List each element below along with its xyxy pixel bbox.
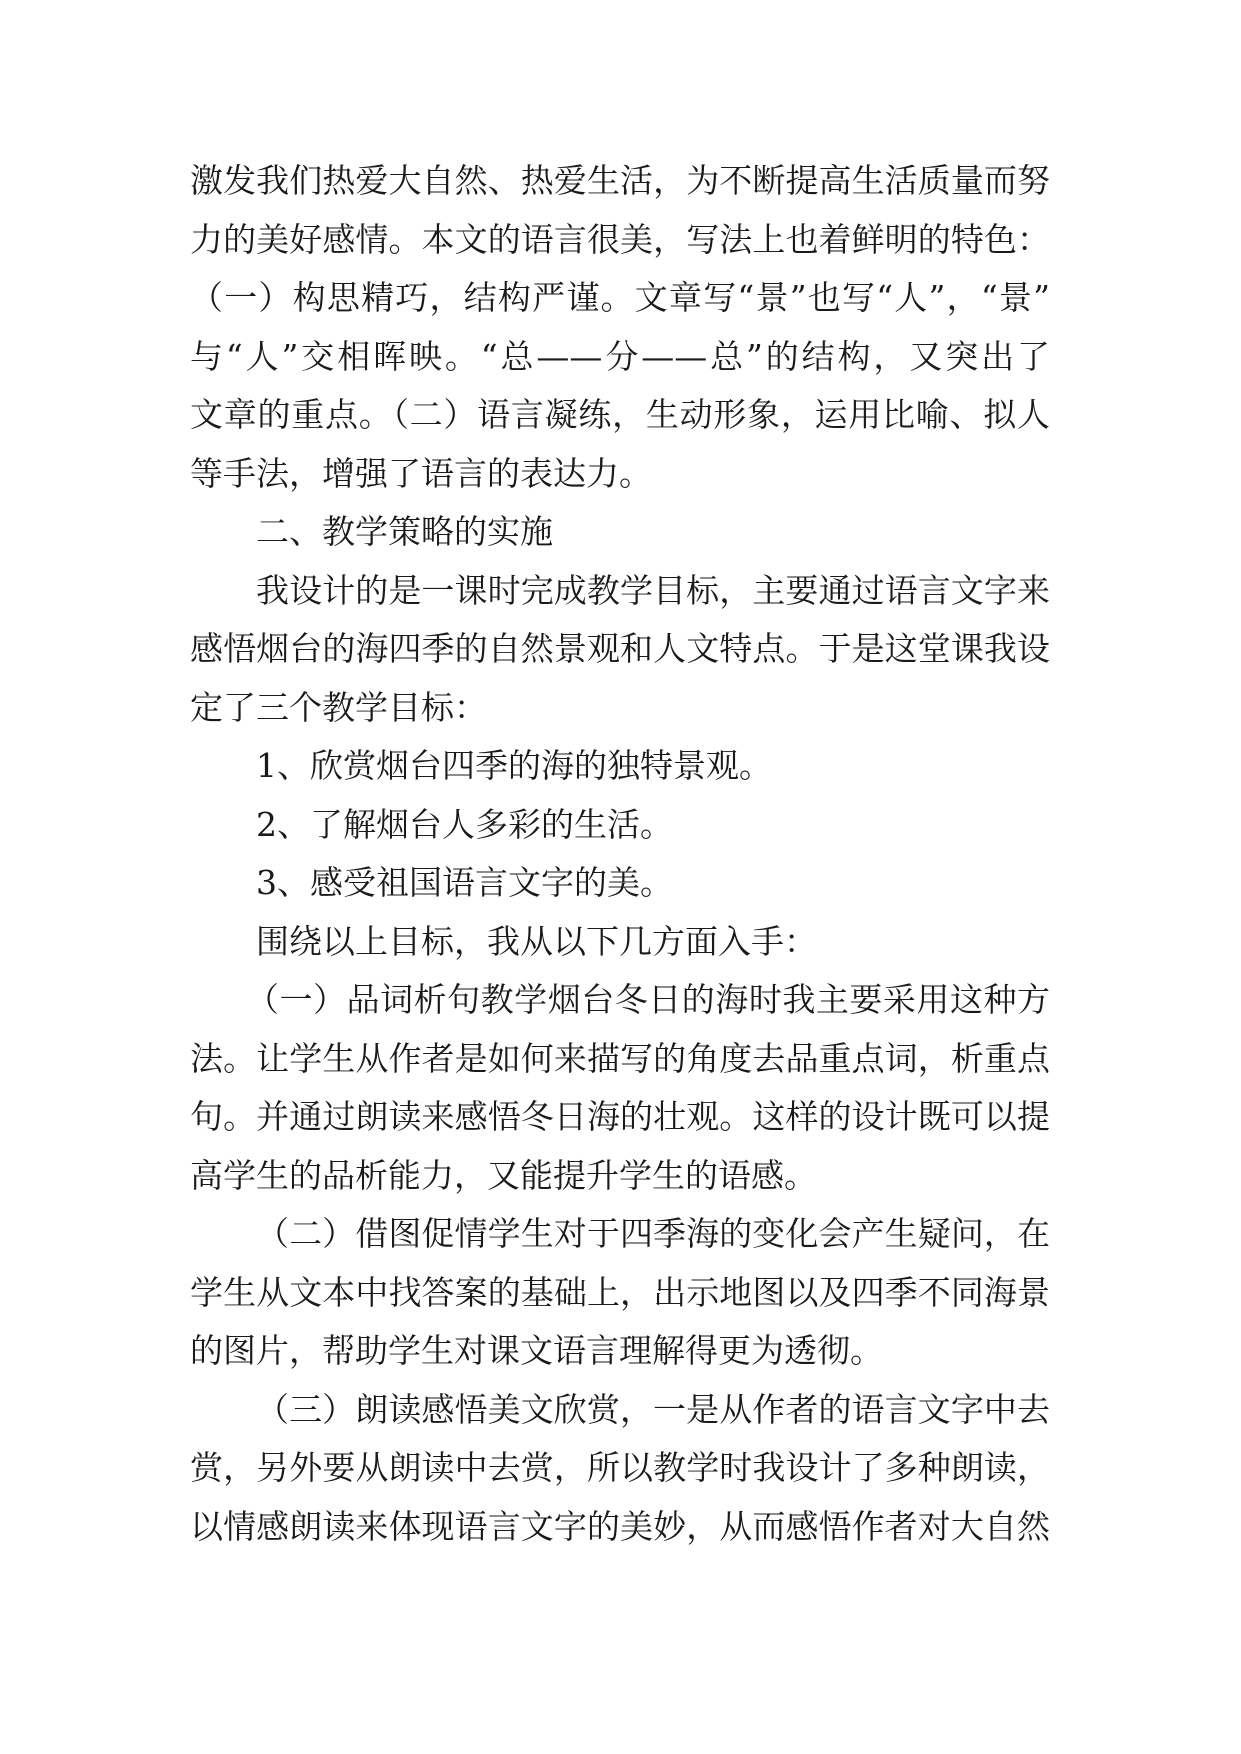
text-line: 学生从文本中找答案的基础上，出示地图以及四季不同海景: [190, 1272, 1050, 1312]
body-text: [190, 152, 1050, 1556]
list-item: 2、了解烟台人多彩的生活。: [256, 804, 673, 844]
text-line: 定了三个教学目标：: [190, 687, 487, 727]
text-line: 等手法，增强了语言的表达力。: [190, 453, 652, 493]
text-line: 文章的重点。（二）语言凝练，生动形象，运用比喻、拟人: [190, 395, 1050, 434]
text-line: 高学生的品析能力，又能提升学生的语感。: [190, 1155, 817, 1195]
section-heading: 二、教学策略的实施: [256, 512, 553, 551]
text-line: 感悟烟台的海四季的自然景观和人文特点。于是这堂课我设: [190, 629, 1050, 668]
text-line: 我设计的是一课时完成教学目标，主要通过语言文字来: [256, 570, 1050, 610]
text-line: （一）品词析句教学烟台冬日的海时我主要采用这种方: [246, 980, 1050, 1019]
text-line: 句。并通过朗读来感悟冬日海的壮观。这样的设计既可以提: [190, 1097, 1050, 1136]
list-item: 3、感受祖国语言文字的美。: [256, 863, 673, 902]
text-line: （三）朗读感悟美文欣赏，一是从作者的语言文字中去: [256, 1389, 1050, 1429]
text-line: （二）借图促情学生对于四季海的变化会产生疑问，在: [256, 1214, 1050, 1253]
text-line: 激发我们热爱大自然、热爱生活，为不断提高生活质量而努: [190, 161, 1050, 200]
text-line: 以情感朗读来体现语言文字的美妙，从而感悟作者对大自然: [190, 1506, 1050, 1546]
text-line: 围绕以上目标，我从以下几方面入手：: [256, 921, 817, 961]
text-line: 力的美好感情。本文的语言很美，写法上也着鲜明的特色：: [190, 219, 1050, 259]
text-line: 赏，另外要从朗读中去赏，所以教学时我设计了多种朗读，: [190, 1448, 1050, 1487]
list-item: 1、欣赏烟台四季的海的独特景观。: [256, 746, 772, 785]
text-line: 法。让学生从作者是如何来描写的角度去品重点词，析重点: [190, 1038, 1050, 1078]
text-line: 与“人”交相晖映。“总——分——总”的结构，又突出了: [190, 336, 1050, 376]
text-line: 的图片，帮助学生对课文语言理解得更为透彻。: [190, 1331, 883, 1370]
text-line: （一）构思精巧，结构严谨。文章写“景”也写“人”，“景”: [190, 278, 1050, 317]
